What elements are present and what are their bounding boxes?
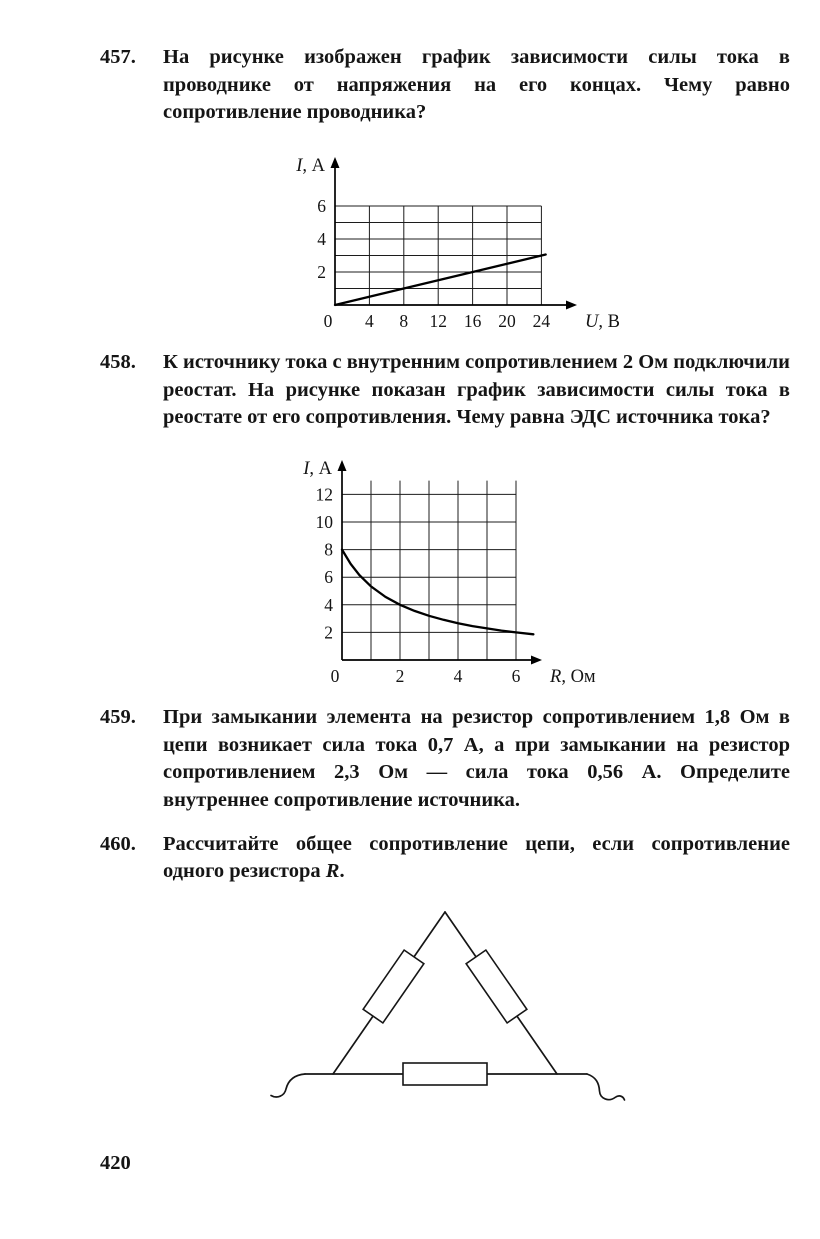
- resistor-right: [466, 950, 527, 1023]
- problem-text: К источнику тока с внутренним сопротивлением 2 Ом подключили реостат. На рисунке показан график зависимости силы тока в реостате от его сопротивления. Чему равна ЭДС источника тока?: [163, 351, 790, 429]
- resistance-variable: R: [325, 860, 340, 883]
- y-tick-label: 8: [324, 539, 333, 560]
- y-tick-label: 2: [324, 622, 333, 643]
- data-curve: [335, 255, 546, 306]
- y-tick-label: 4: [317, 229, 326, 250]
- x-axis-label: U, В: [585, 312, 620, 333]
- x-tick-label: 4: [453, 666, 463, 687]
- resistor-left: [363, 950, 424, 1023]
- x-tick-label: 20: [498, 311, 516, 332]
- x-tick-label: 4: [365, 311, 374, 332]
- problem-number: 457.: [100, 46, 136, 68]
- wire-end-right: [587, 1074, 625, 1100]
- current-resistance-chart: [290, 448, 630, 698]
- problem-460: [100, 831, 790, 886]
- wire-end-left: [271, 1074, 305, 1097]
- problem-458: [100, 349, 790, 432]
- x-axis-arrow: [566, 301, 577, 310]
- problem-text: При замыкании элемента на резистор сопротивлением 1,8 Ом в цепи возникает сила тока 0,7 А, а при замыкании на резистор сопротивлением 2,3 Ом — сила тока 0,56 А. Определите внутреннее сопротивление источника.: [163, 706, 790, 812]
- x-axis-arrow: [531, 656, 542, 665]
- y-tick-label: 10: [315, 512, 333, 533]
- problem-text-part: Рассчитайте общее сопротивление цепи, если сопротивление одного резистора: [163, 832, 790, 883]
- x-tick-label: 2: [395, 666, 405, 687]
- y-axis-label: I, А: [303, 459, 332, 480]
- current-voltage-chart: [285, 143, 625, 343]
- x-axis-label: R, Ом: [550, 667, 596, 688]
- y-tick-label: 2: [317, 262, 326, 283]
- y-axis-arrow: [338, 460, 347, 471]
- x-tick-label: 12: [429, 311, 447, 332]
- figure-current-resistance-graph: [290, 448, 790, 698]
- circuit-diagram: [235, 902, 635, 1142]
- x-tick-label: 6: [511, 666, 521, 687]
- y-tick-label: 4: [324, 594, 333, 615]
- figure-resistor-triangle-circuit: [235, 902, 790, 1142]
- resistor-bottom: [403, 1063, 487, 1085]
- problem-457: [100, 44, 790, 127]
- y-tick-label: 6: [317, 196, 326, 217]
- problem-459: [100, 704, 790, 815]
- y-axis-arrow: [331, 157, 340, 168]
- problem-number: 460.: [100, 832, 136, 855]
- x-tick-label: 8: [399, 311, 409, 332]
- problem-text-tail: .: [339, 860, 345, 883]
- problem-number: 458.: [100, 351, 136, 374]
- x-tick-label: 24: [532, 311, 551, 332]
- x-tick-label: 0: [330, 666, 340, 687]
- y-axis-label: I, А: [296, 156, 325, 177]
- x-tick-label: 16: [463, 311, 482, 332]
- figure-current-voltage-graph: [285, 143, 790, 343]
- y-tick-label: 6: [324, 567, 333, 588]
- problem-number: 459.: [100, 706, 136, 729]
- page-number: 420: [100, 1152, 131, 1174]
- problem-text: [163, 831, 790, 886]
- problem-text: На рисунке изображен график зависимости силы тока в проводнике от напряжения на его концах. Чему равно сопротивление проводника?: [163, 46, 790, 124]
- x-tick-label: 0: [323, 311, 333, 332]
- y-tick-label: 12: [315, 484, 333, 505]
